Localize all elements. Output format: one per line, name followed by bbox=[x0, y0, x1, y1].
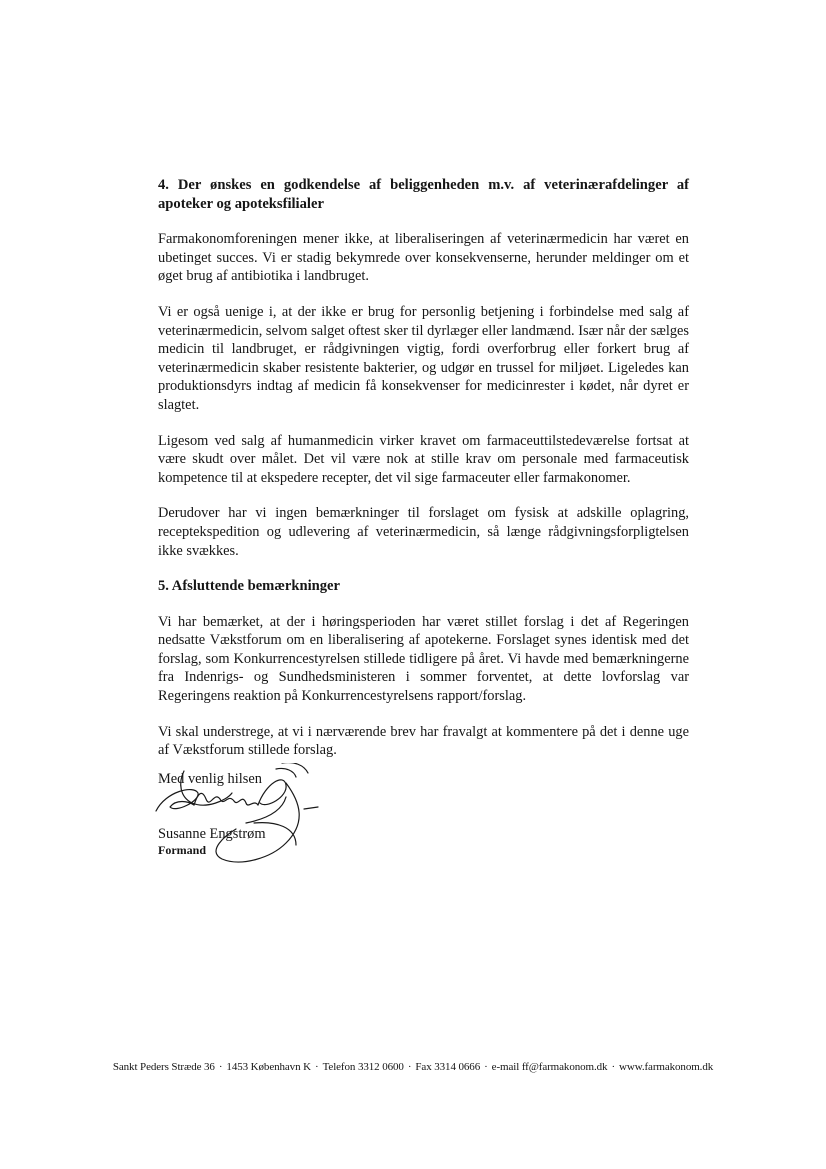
footer-separator: · bbox=[314, 1061, 319, 1073]
footer-fax: Fax 3314 0666 bbox=[415, 1061, 481, 1073]
footer-separator: · bbox=[611, 1061, 616, 1073]
signer-title: Formand bbox=[158, 843, 206, 857]
section-4-heading: 4. Der ønskes en godkendelse af beliggenheden m.v. af veterinærafdelinger af apoteker og apoteksfilialer bbox=[158, 177, 689, 212]
section-5-paragraph-2: Vi skal understrege, at vi i nærværende brev har fravalgt at kommentere på det i denne uge af Vækstforum stillede forslag. bbox=[158, 723, 689, 759]
section-4-paragraph-1: Farmakonomforeningen mener ikke, at liberaliseringen af veterinærmedicin har været en ubetinget succes. Vi er stadig bekymrede over konsekvenserne, herunder meldinger om et øget brug af antibiotika i landbruget. bbox=[158, 231, 689, 285]
section-5-heading: 5. Afsluttende bemærkninger bbox=[158, 578, 341, 595]
section-4-paragraph-3: Ligesom ved salg af humanmedicin virker kravet om farmaceuttilstedeværelse fortsat at være skudt over målet. Det vil være nok at stille krav om personale med farmaceutisk kompetence til at ekspedere recepter, det vil sige farmaceuter eller farmakonomer. bbox=[158, 432, 689, 486]
footer-separator: · bbox=[484, 1061, 488, 1073]
section-4-paragraph-4: Derudover har vi ingen bemærkninger til forslaget om fysisk at adskille oplagring, receptekspedition og udlevering af veterinærmedicin, så længe rådgivningsforpligtelsen ikke svækkes. bbox=[158, 505, 689, 559]
letter-body bbox=[158, 176, 689, 777]
footer-separator: · bbox=[218, 1061, 223, 1073]
footer-separator: · bbox=[407, 1061, 412, 1073]
footer-address: Sankt Peders Stræde 36 bbox=[112, 1061, 215, 1073]
signer-name: Susanne Engstrøm bbox=[158, 826, 266, 842]
closing-greeting: Med venlig hilsen bbox=[158, 771, 262, 787]
footer-postal: 1453 København K bbox=[226, 1061, 311, 1073]
closing-block bbox=[158, 771, 458, 891]
footer-website[interactable]: www.farmakonom.dk bbox=[619, 1061, 714, 1073]
section-4-paragraph-2: Vi er også uenige i, at der ikke er brug for personlig betjening i forbindelse med salg af veterinærmedicin, selvom salget oftest sker til dyrlæger eller landmænd. Især når der sælges medicin til landbruget, er rådgivningen vigtig, fordi overforbrug eller forkert brug af veterinærmedicin skaber resistente bakterier, og udgør en trussel for miljøet. Ligeledes kan produktionsdyrs indtag af medicin få konsekvenser for medicinrester i kødet, når dyret er slagtet. bbox=[158, 303, 689, 413]
handwritten-signature bbox=[136, 763, 436, 893]
footer-email[interactable]: e-mail ff@farmakonom.dk bbox=[491, 1061, 608, 1073]
letterhead-footer bbox=[0, 1061, 826, 1073]
footer-phone: Telefon 3312 0600 bbox=[322, 1061, 404, 1073]
section-5-paragraph-1: Vi har bemærket, at der i høringsperioden har været stillet forslag i det af Regeringen nedsatte Vækstforum om en liberalisering af apotekerne. Forslaget synes identisk med det forslag, som Konkurrencestyrelsen stillede tidligere på året. Vi havde med bemærkningerne fra Indenrigs- og Sundhedsministeren i sommer forventet, at dette lovforslag var Regeringens reaktion på Konkurrencestyrelsens rapport/forslag. bbox=[158, 613, 689, 705]
